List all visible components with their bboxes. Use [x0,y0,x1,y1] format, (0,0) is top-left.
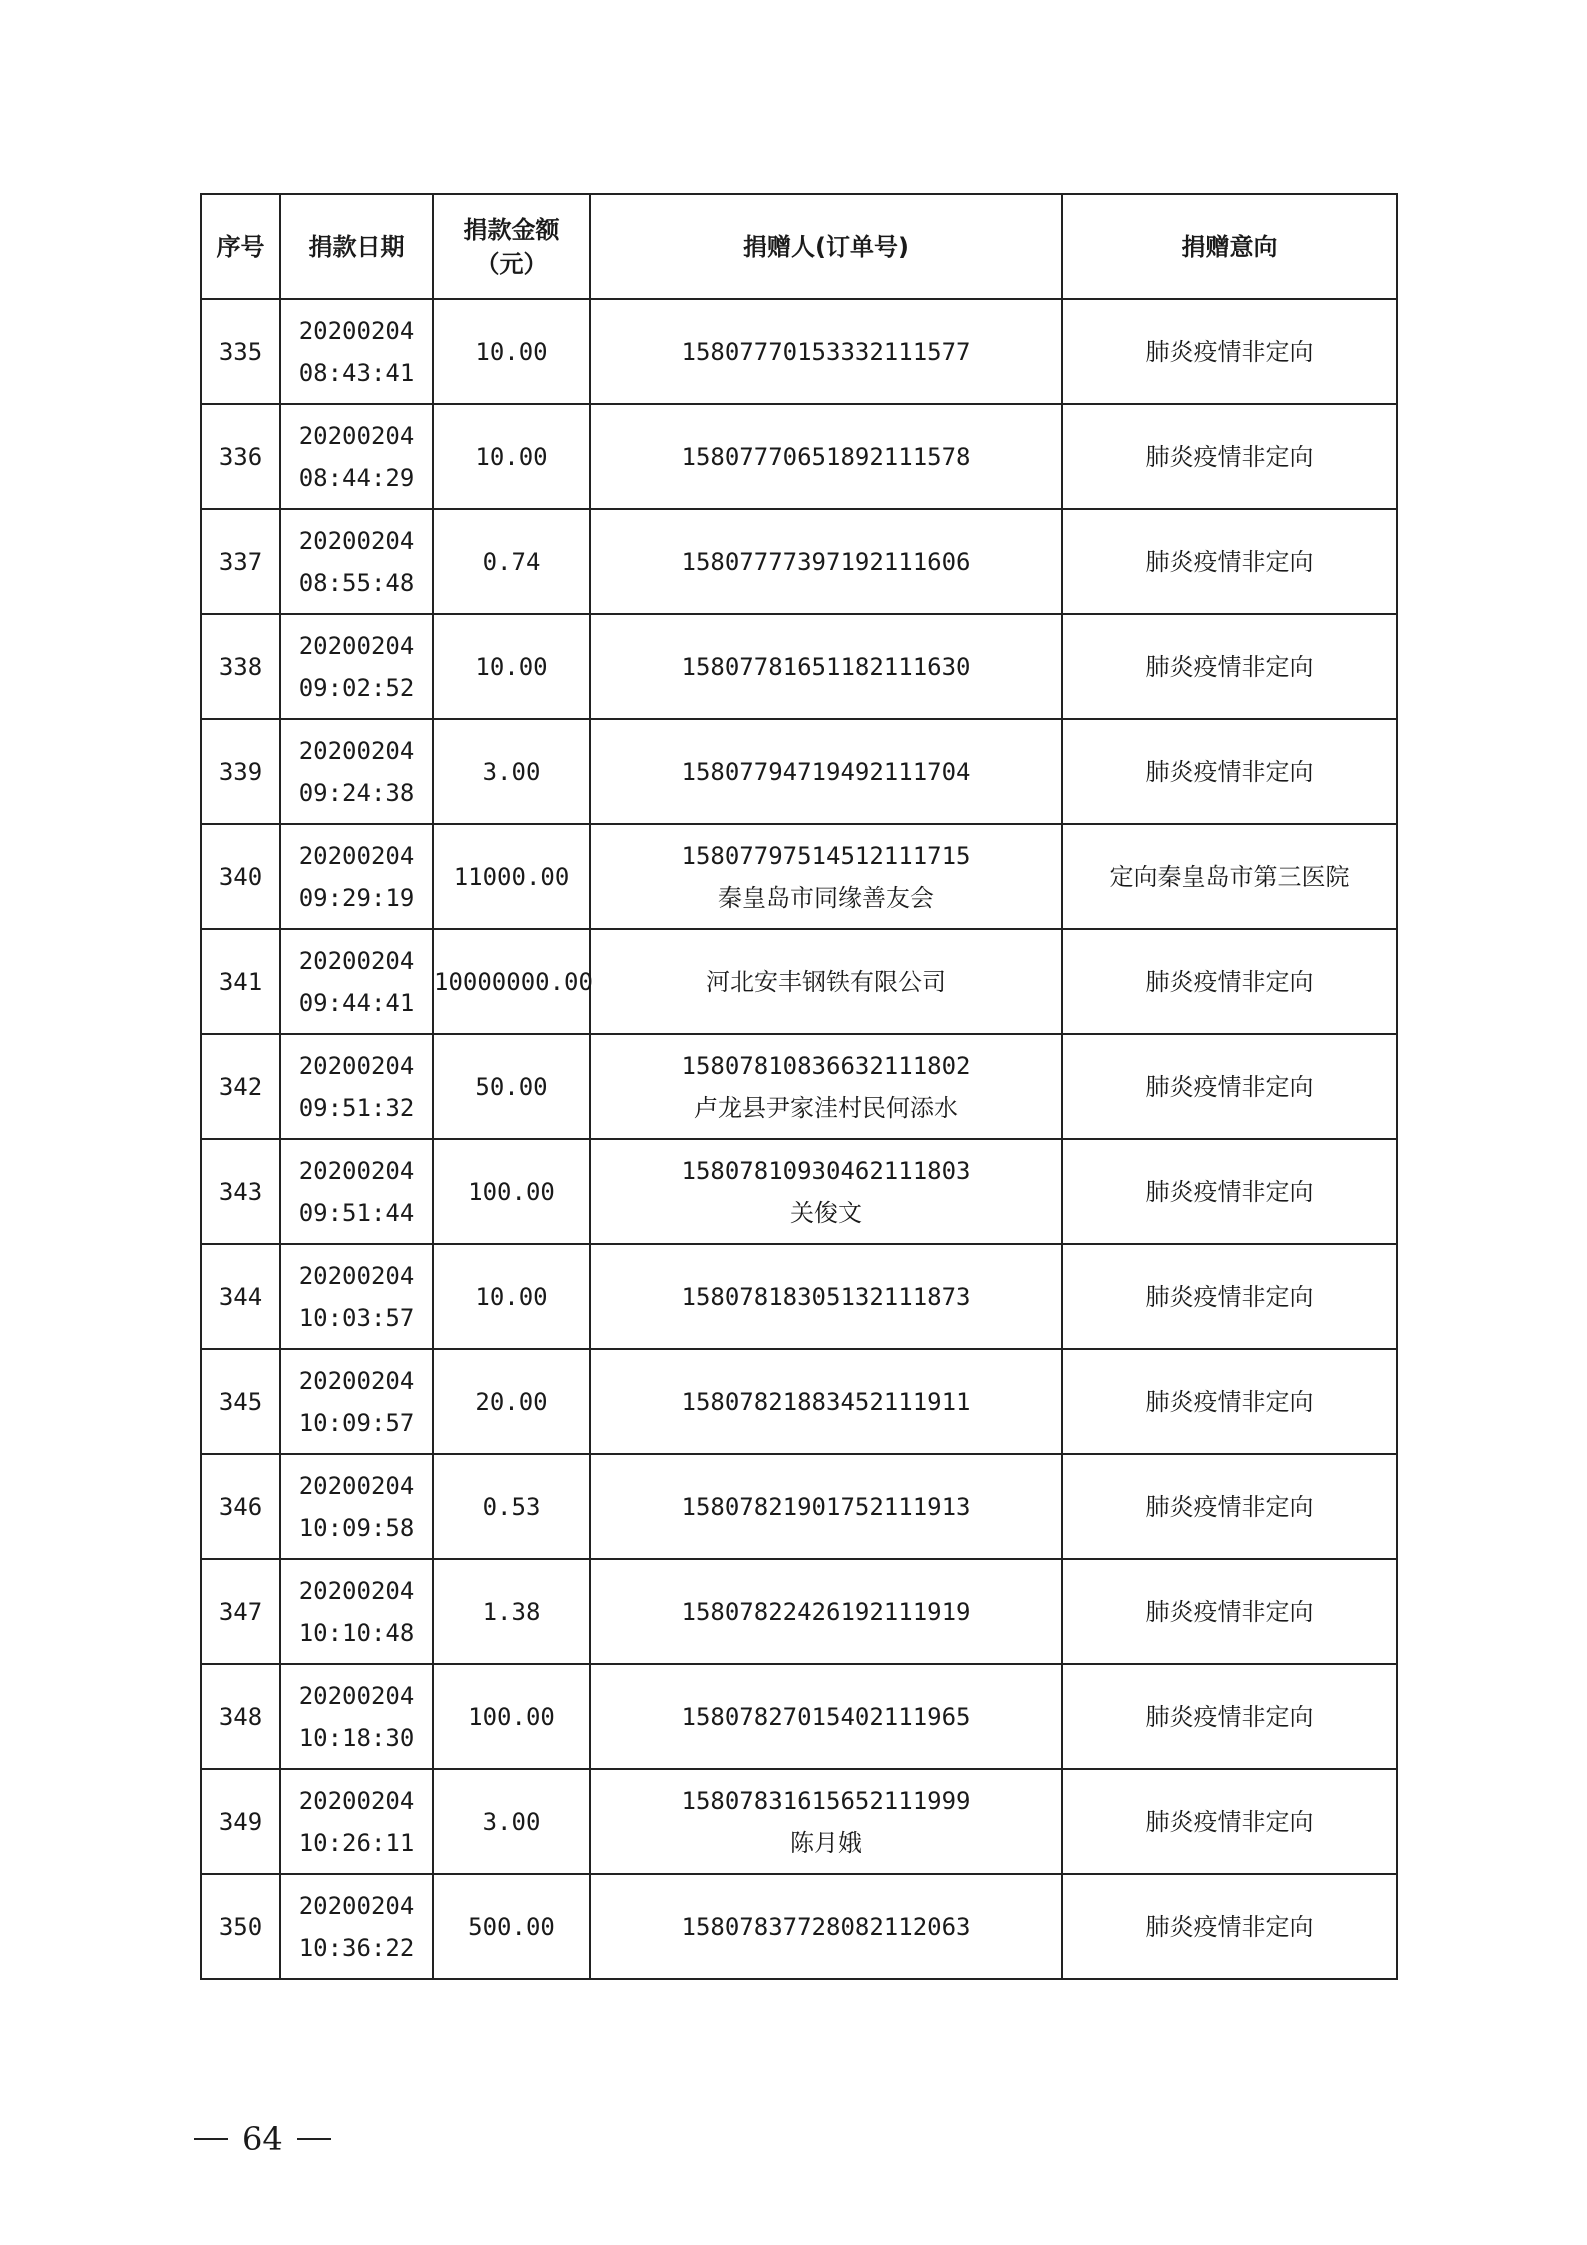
header-date: 捐款日期 [280,194,433,299]
header-seq: 序号 [201,194,280,299]
cell-date [280,1139,433,1244]
cell-donor-order: 15807810930462111803 [681,1156,971,1185]
cell-date-time: 10:03:57 [298,1303,415,1332]
page-footer [194,2120,331,2158]
cell-donor-order: 15807794719492111704 [681,757,971,786]
cell-donor [590,1454,1062,1559]
cell-date-time: 09:29:19 [298,883,415,912]
cell-seq: 350 [201,1874,280,1979]
cell-date [280,719,433,824]
cell-date-time: 08:44:29 [298,463,415,492]
cell-date-time: 10:18:30 [298,1723,415,1752]
cell-intent: 肺炎疫情非定向 [1062,1034,1397,1139]
cell-date-time: 09:24:38 [298,778,415,807]
cell-date-day: 20200204 [298,1576,415,1605]
header-amount-line2: （元） [475,249,548,278]
cell-amount: 10.00 [433,404,590,509]
cell-amount: 100.00 [433,1139,590,1244]
table-row [201,1034,1397,1139]
cell-date-day: 20200204 [298,1681,415,1710]
cell-date-time: 08:55:48 [298,568,415,597]
cell-donor-order: 河北安丰钢铁有限公司 [706,967,946,996]
cell-intent: 肺炎疫情非定向 [1062,509,1397,614]
cell-date-day: 20200204 [298,736,415,765]
table-body [201,299,1397,1979]
cell-donor [590,1769,1062,1874]
cell-donor [590,1559,1062,1664]
cell-date-time: 10:09:58 [298,1513,415,1542]
cell-seq: 335 [201,299,280,404]
cell-date-day: 20200204 [298,1261,415,1290]
cell-amount: 10000000.00 [433,929,590,1034]
cell-donor [590,1034,1062,1139]
cell-date-time: 10:26:11 [298,1828,415,1857]
cell-date [280,1559,433,1664]
table-row [201,1139,1397,1244]
table-row [201,299,1397,404]
cell-date-day: 20200204 [298,1786,415,1815]
cell-seq: 347 [201,1559,280,1664]
cell-donor [590,509,1062,614]
cell-intent: 肺炎疫情非定向 [1062,614,1397,719]
cell-amount: 0.74 [433,509,590,614]
cell-donor [590,1349,1062,1454]
table-row [201,929,1397,1034]
cell-intent: 肺炎疫情非定向 [1062,1769,1397,1874]
table-row [201,404,1397,509]
cell-intent: 肺炎疫情非定向 [1062,1139,1397,1244]
cell-intent: 肺炎疫情非定向 [1062,1874,1397,1979]
table-row [201,719,1397,824]
cell-intent: 肺炎疫情非定向 [1062,929,1397,1034]
cell-date [280,299,433,404]
cell-date-day: 20200204 [298,946,415,975]
cell-intent: 肺炎疫情非定向 [1062,299,1397,404]
cell-date-time: 09:51:44 [298,1198,415,1227]
cell-donor-order: 15807837728082112063 [681,1912,971,1941]
cell-date-day: 20200204 [298,1156,415,1185]
cell-seq: 338 [201,614,280,719]
cell-intent: 肺炎疫情非定向 [1062,1244,1397,1349]
cell-seq: 341 [201,929,280,1034]
cell-seq: 343 [201,1139,280,1244]
table-row [201,614,1397,719]
cell-intent: 肺炎疫情非定向 [1062,1349,1397,1454]
cell-date-day: 20200204 [298,631,415,660]
cell-donor [590,614,1062,719]
cell-donor-order: 15807821901752111913 [681,1492,971,1521]
cell-date-day: 20200204 [298,841,415,870]
cell-date-time: 08:43:41 [298,358,415,387]
cell-intent: 定向秦皇岛市第三医院 [1062,824,1397,929]
cell-donor [590,299,1062,404]
cell-seq: 348 [201,1664,280,1769]
cell-amount: 10.00 [433,299,590,404]
cell-date-day: 20200204 [298,1366,415,1395]
cell-donor-name: 关俊文 [790,1198,862,1227]
cell-date [280,929,433,1034]
cell-donor-name: 卢龙县尹家洼村民何添水 [694,1093,958,1122]
cell-amount: 3.00 [433,719,590,824]
table-row [201,1454,1397,1559]
cell-donor [590,404,1062,509]
cell-donor-order: 15807831615652111999 [681,1786,971,1815]
cell-seq: 346 [201,1454,280,1559]
cell-seq: 342 [201,1034,280,1139]
cell-amount: 1.38 [433,1559,590,1664]
cell-date-day: 20200204 [298,1471,415,1500]
cell-seq: 345 [201,1349,280,1454]
cell-date-day: 20200204 [298,1051,415,1080]
cell-seq: 340 [201,824,280,929]
cell-seq: 344 [201,1244,280,1349]
cell-donor [590,1244,1062,1349]
footer-dash-left [194,2138,228,2140]
cell-date [280,1769,433,1874]
cell-donor-order: 15807770153332111577 [681,337,971,366]
cell-donor-order: 15807822426192111919 [681,1597,971,1626]
cell-amount: 3.00 [433,1769,590,1874]
cell-date [280,1454,433,1559]
cell-amount: 500.00 [433,1874,590,1979]
cell-donor-order: 15807818305132111873 [681,1282,971,1311]
cell-donor-name: 陈月娥 [790,1828,862,1857]
cell-donor-name: 秦皇岛市同缘善友会 [718,883,934,912]
cell-amount: 20.00 [433,1349,590,1454]
cell-date-time: 09:02:52 [298,673,415,702]
cell-date-day: 20200204 [298,1891,415,1920]
cell-donor [590,824,1062,929]
table-row [201,1664,1397,1769]
cell-seq: 339 [201,719,280,824]
cell-donor [590,929,1062,1034]
table-header [201,194,1397,299]
cell-seq: 336 [201,404,280,509]
table-row [201,1874,1397,1979]
cell-donor-order: 15807797514512111715 [681,841,971,870]
cell-donor [590,1139,1062,1244]
cell-intent: 肺炎疫情非定向 [1062,1454,1397,1559]
cell-date-time: 10:36:22 [298,1933,415,1962]
cell-seq: 349 [201,1769,280,1874]
cell-date-time: 10:10:48 [298,1618,415,1647]
cell-donor [590,1874,1062,1979]
header-amount-line1: 捐款金额 [463,215,560,244]
cell-donor [590,1664,1062,1769]
table-row [201,1559,1397,1664]
cell-date-day: 20200204 [298,526,415,555]
header-intent: 捐赠意向 [1062,194,1397,299]
cell-donor-order: 15807810836632111802 [681,1051,971,1080]
page-number: 64 [242,2120,283,2158]
cell-donor [590,719,1062,824]
cell-date [280,824,433,929]
cell-seq: 337 [201,509,280,614]
cell-amount: 50.00 [433,1034,590,1139]
cell-donor-order: 15807827015402111965 [681,1702,971,1731]
cell-date-time: 10:09:57 [298,1408,415,1437]
cell-amount: 100.00 [433,1664,590,1769]
cell-donor-order: 15807770651892111578 [681,442,971,471]
cell-intent: 肺炎疫情非定向 [1062,1664,1397,1769]
cell-date [280,614,433,719]
header-amount [433,194,590,299]
cell-date-time: 09:44:41 [298,988,415,1017]
header-row [201,194,1397,299]
cell-intent: 肺炎疫情非定向 [1062,404,1397,509]
header-donor: 捐赠人(订单号) [590,194,1062,299]
cell-donor-order: 15807777397192111606 [681,547,971,576]
cell-date [280,1349,433,1454]
cell-date [280,1034,433,1139]
cell-date-day: 20200204 [298,421,415,450]
cell-date-time: 09:51:32 [298,1093,415,1122]
donation-table [200,193,1398,1980]
cell-amount: 10.00 [433,614,590,719]
cell-amount: 11000.00 [433,824,590,929]
cell-donor-order: 15807821883452111911 [681,1387,971,1416]
cell-date [280,509,433,614]
table-row [201,509,1397,614]
cell-amount: 10.00 [433,1244,590,1349]
footer-dash-right [297,2138,331,2140]
cell-date [280,1244,433,1349]
cell-date [280,1664,433,1769]
table-row [201,1769,1397,1874]
cell-date [280,1874,433,1979]
table-row [201,1244,1397,1349]
table-row [201,824,1397,929]
cell-donor-order: 15807781651182111630 [681,652,971,681]
cell-intent: 肺炎疫情非定向 [1062,1559,1397,1664]
cell-date-day: 20200204 [298,316,415,345]
cell-amount: 0.53 [433,1454,590,1559]
cell-intent: 肺炎疫情非定向 [1062,719,1397,824]
cell-date [280,404,433,509]
table-row [201,1349,1397,1454]
